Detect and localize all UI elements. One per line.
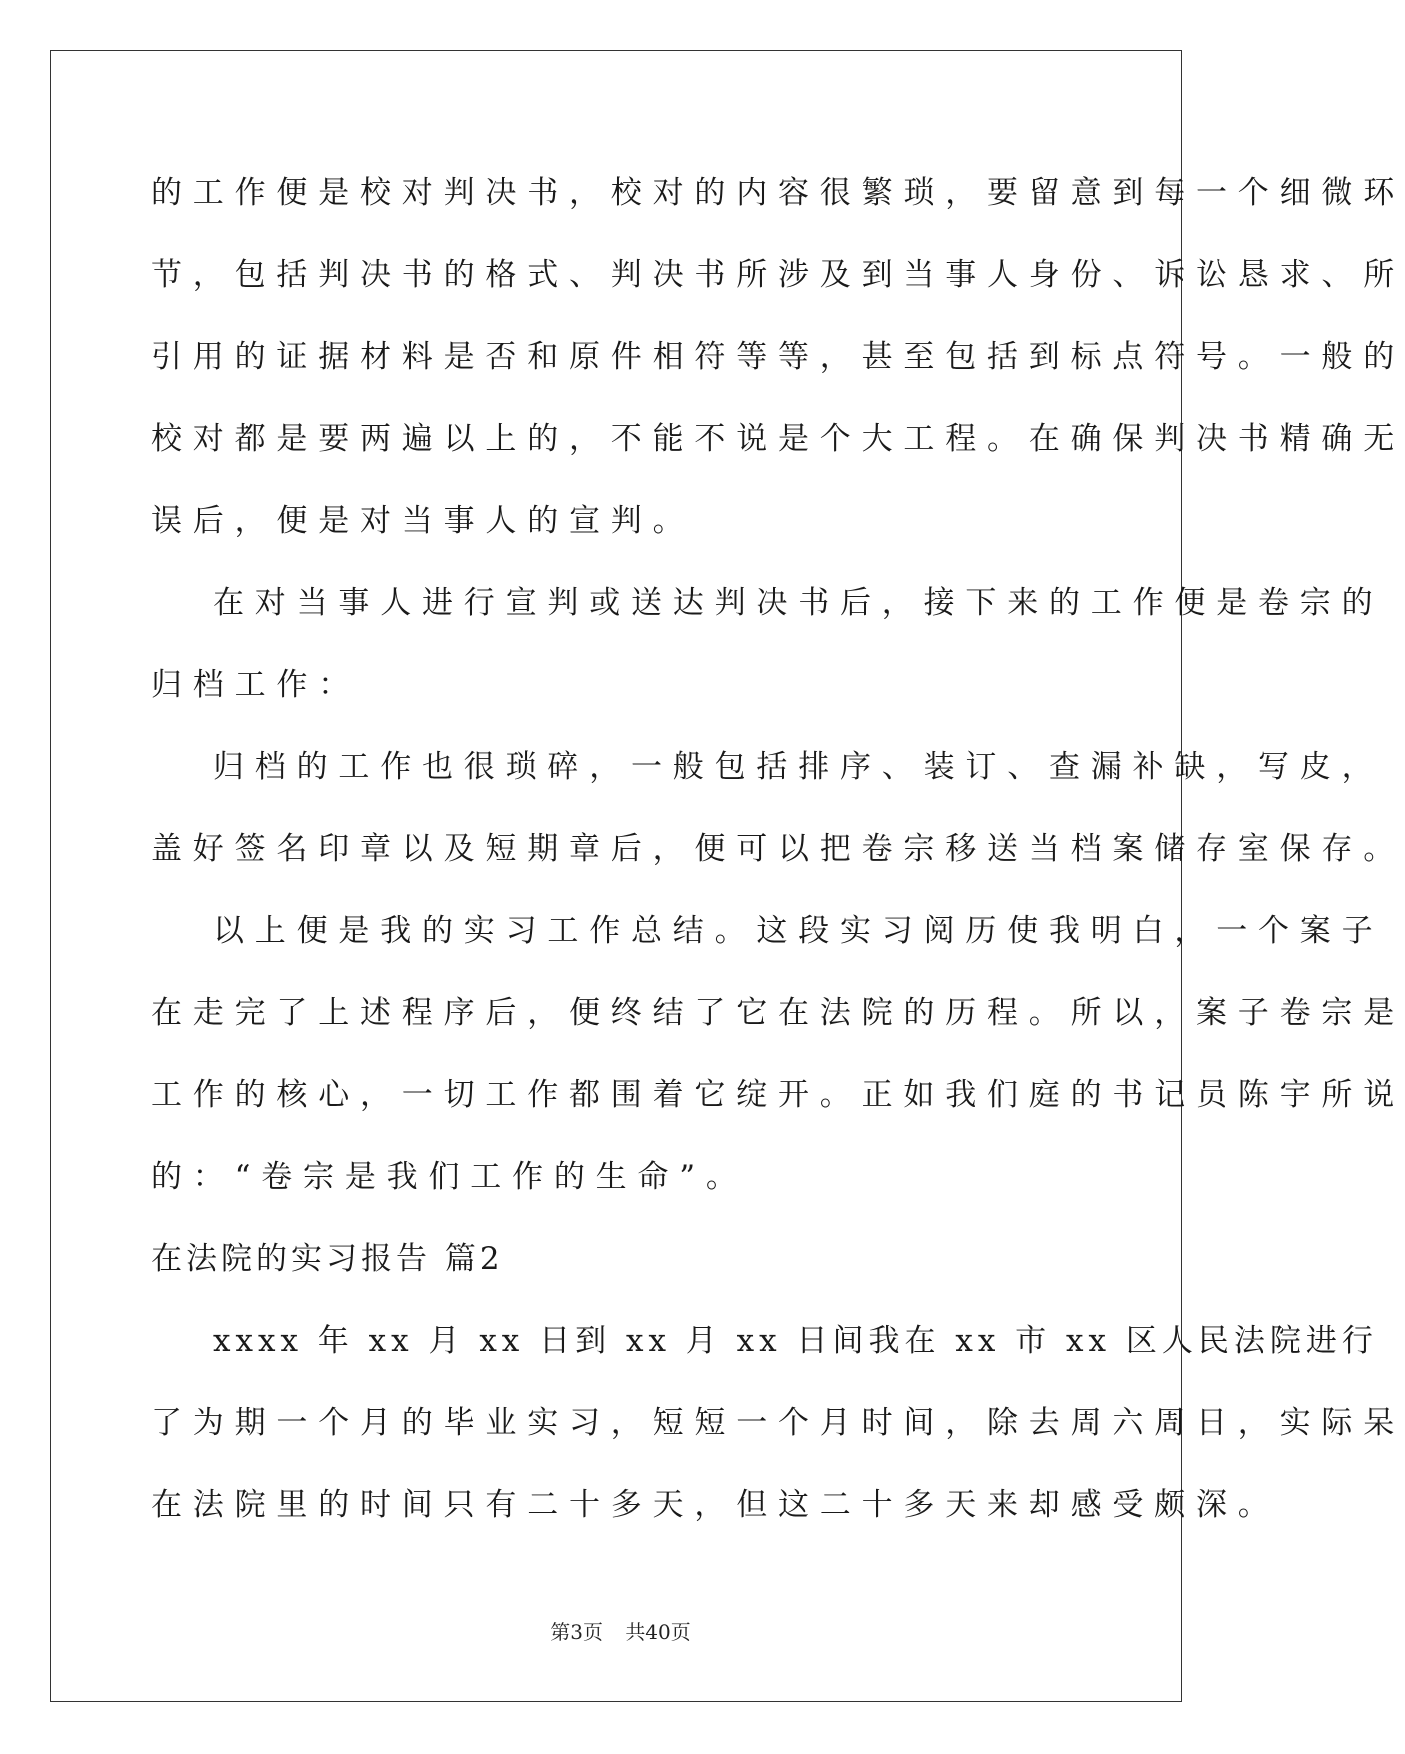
text-line: 节，包括判决书的格式、判决书所涉及到当事人身份、诉讼恳求、所 bbox=[151, 257, 1405, 293]
page-total: 共40页 bbox=[625, 1620, 691, 1644]
text-line: 的工作便是校对判决书，校对的内容很繁琐，要留意到每一个细微环 bbox=[151, 175, 1405, 211]
page-footer bbox=[0, 1616, 1241, 1645]
text-line: 在走完了上述程序后，便终结了它在法院的历程。所以，案子卷宗是 bbox=[151, 995, 1405, 1031]
document-body bbox=[151, 152, 1405, 1546]
section-heading: 在法院的实习报告 篇2 bbox=[151, 1241, 504, 1277]
text-line: 引用的证据材料是否和原件相符等等，甚至包括到标点符号。一般的 bbox=[151, 339, 1405, 375]
text-line: 误后，便是对当事人的宣判。 bbox=[151, 503, 695, 539]
text-line: 了为期一个月的毕业实习，短短一个月时间，除去周六周日，实际呆 bbox=[151, 1405, 1405, 1441]
text-line: 以上便是我的实习工作总结。这段实习阅历使我明白，一个案子 bbox=[213, 913, 1384, 949]
page-number: 第3页 bbox=[550, 1620, 603, 1644]
text-line: 归档工作： bbox=[151, 667, 360, 703]
text-line: 归档的工作也很琐碎，一般包括排序、装订、查漏补缺，写皮， bbox=[213, 749, 1384, 785]
text-line: 盖好签名印章以及短期章后，便可以把卷宗移送当档案储存室保存。 bbox=[151, 831, 1405, 867]
text-line: 在法院里的时间只有二十多天，但这二十多天来却感受颇深。 bbox=[151, 1487, 1280, 1523]
text-line: 在对当事人进行宣判或送达判决书后，接下来的工作便是卷宗的 bbox=[213, 585, 1384, 621]
text-line: xxxx 年 xx 月 xx 日到 xx 月 xx 日间我在 xx 市 xx 区人民法院进行 bbox=[213, 1323, 1378, 1359]
text-line: 的：“卷宗是我们工作的生命”。 bbox=[151, 1159, 748, 1195]
text-line: 校对都是要两遍以上的，不能不说是个大工程。在确保判决书精确无 bbox=[151, 421, 1405, 457]
text-line: 工作的核心，一切工作都围着它绽开。正如我们庭的书记员陈宇所说 bbox=[151, 1077, 1405, 1113]
